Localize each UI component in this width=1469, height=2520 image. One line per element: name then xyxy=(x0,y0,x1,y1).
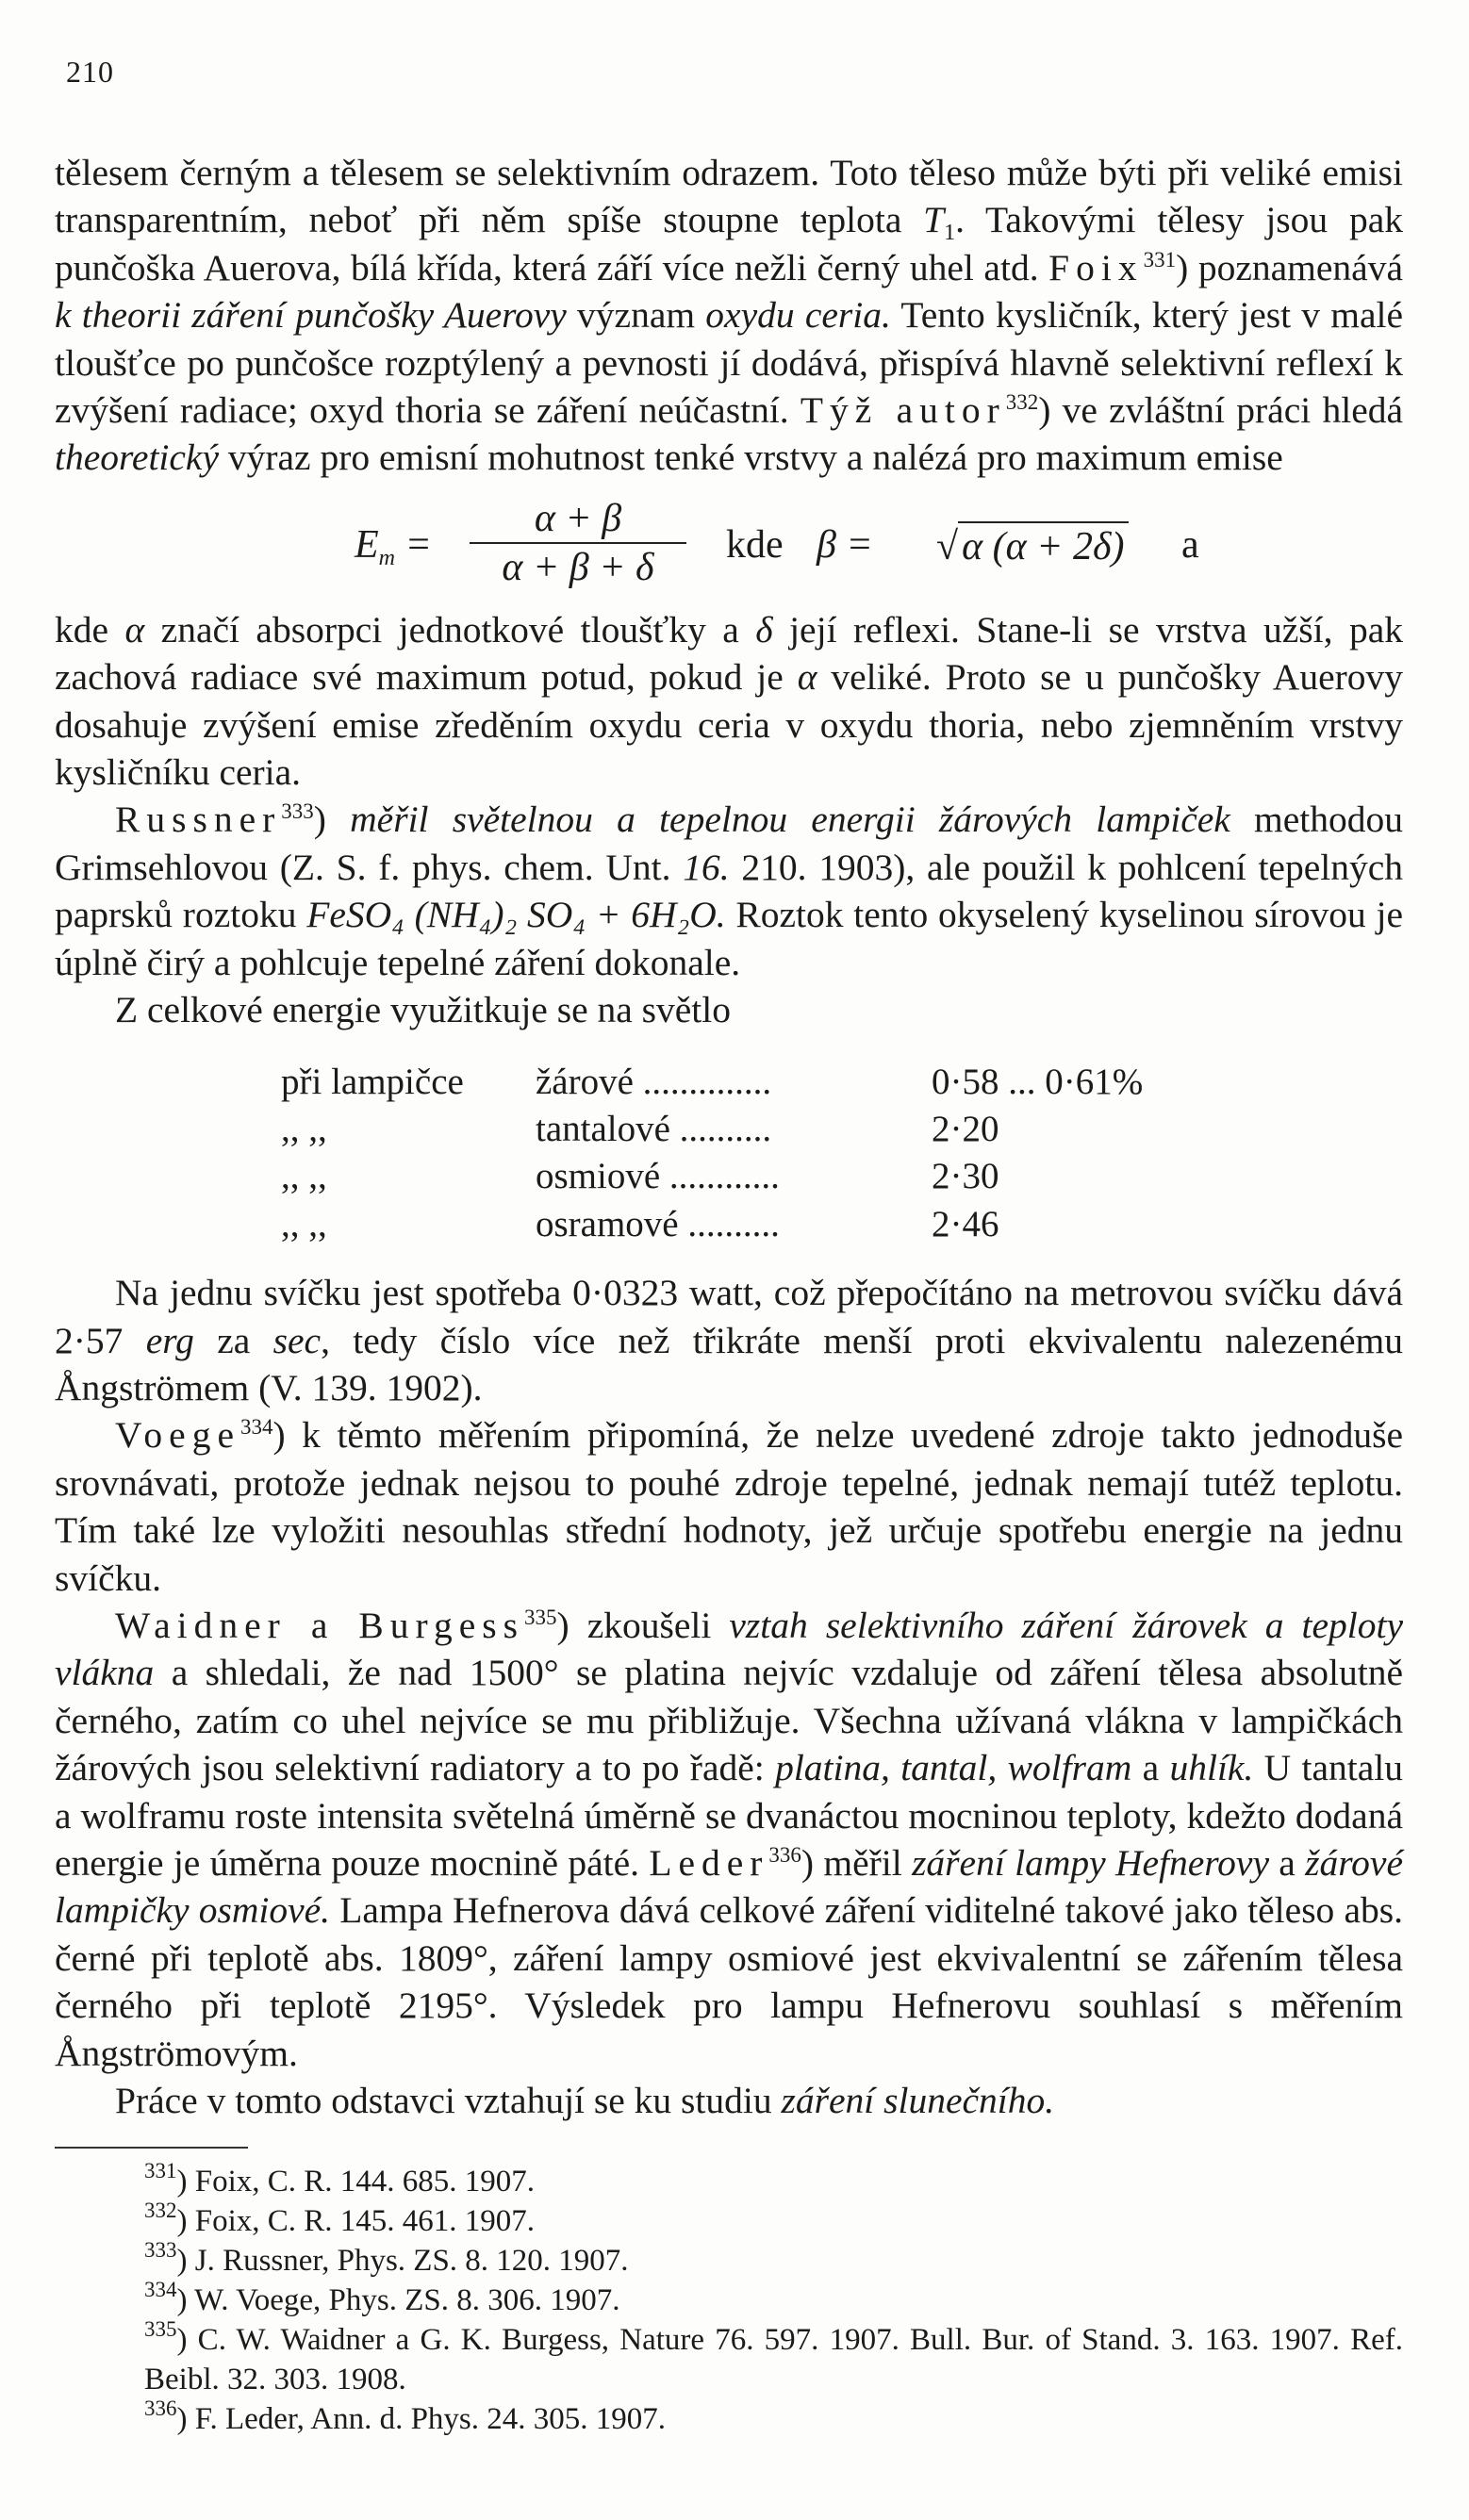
text-run: kde xyxy=(55,608,125,651)
table-row xyxy=(281,1106,1143,1153)
footnote-text: ) Foix, C. R. 144. 685. 1907. xyxy=(176,2165,536,2199)
fraction-denominator: α + β + δ xyxy=(502,545,654,589)
author-name: Foix xyxy=(1048,246,1144,288)
footnote-number: 331 xyxy=(144,2159,177,2183)
footnote-text: ) F. Leder, Ann. d. Phys. 24. 305. 1907. xyxy=(176,2402,667,2437)
sqrt-sign: √ xyxy=(936,524,959,568)
italic-title: záření lampy Hefnerovy xyxy=(912,1842,1269,1884)
table-cell-c3: 2·30 xyxy=(932,1156,999,1197)
formula-beta: β = xyxy=(817,522,873,567)
unit-sec: sec xyxy=(272,1319,322,1361)
footnote-ref: 336 xyxy=(768,1843,801,1867)
symbol-alpha: α xyxy=(797,656,817,699)
footnote-text: ) W. Voege, Phys. ZS. 8. 306. 1907. xyxy=(176,2283,620,2318)
radicand: α (α + 2δ) xyxy=(958,521,1128,570)
text-run: význam xyxy=(566,294,706,337)
footnote-number: 334 xyxy=(144,2278,177,2302)
footnote-number: 333 xyxy=(144,2238,177,2263)
formula-sub-m: m xyxy=(378,545,395,570)
text-run: . Takovými tělesy jsou pak punčoška Auerova, bílá křída, která září více nežli černý uhel atd. xyxy=(55,199,1403,288)
text-run: a xyxy=(1269,1842,1306,1884)
paragraph-4: Z celkové energie využitkuje se na světlo xyxy=(115,989,731,1031)
italic-title: oxydu ceria. xyxy=(705,294,891,337)
text-run: za xyxy=(193,1319,273,1361)
text-run: Práce v tomto odstavci vztahují se ku studiu xyxy=(115,2080,782,2122)
italic-title: vztah selektivního záření žárovek a teploty vlákna xyxy=(55,1604,1404,1694)
author-name: Waidner a Burgess xyxy=(115,1604,524,1646)
formula-lhs xyxy=(355,521,432,568)
table-cell-c2: žárové .............. xyxy=(536,1061,772,1102)
text-run: a shledali, že nad 1500° se platina nejvíc vzdaluje od záření tělesa absolutně černého, zatím co uhel nejvíce se mu přibližuje. Všechna užívaná vlákna v lampičkách žárových jsou selektivní radiatory a to po řadě: xyxy=(55,1652,1403,1789)
footnote-ref: 332 xyxy=(1005,390,1039,415)
chemical-formula: FeSO₄ (NH₄)₂ SO₄ + 6H₂O. xyxy=(306,894,726,936)
table-cell-c2: tantalové .......... xyxy=(536,1108,772,1149)
table-cell-c2: osramové .......... xyxy=(536,1203,780,1244)
footnote-ref: 331 xyxy=(1143,247,1177,272)
footnote-number: 335 xyxy=(144,2317,177,2342)
text-run: Lampa Hefnerova dává celkové záření viditelné takové jako těleso abs. černé při teplotě abs. 1809°, záření lampy osmiové jest ekvivalentní se zářením tělesa černého při teplotě 2195°. Výsledek pro lampu Hefnerovu souhlasí s měřením Ångströmovým. xyxy=(55,1889,1403,2074)
footnote xyxy=(55,2238,1403,2281)
table-cell-c1: při lampičce xyxy=(281,1061,464,1102)
italic-materials: platina, tantal, wolfram xyxy=(775,1747,1132,1789)
text-run: značí absorpci jednotkové tloušťky a xyxy=(144,608,756,651)
table-cell-c1: ,, ,, xyxy=(281,1156,327,1197)
footnote-number: 332 xyxy=(144,2199,177,2223)
text-run: U tantalu a wolframu roste intensita světelná úměrně se dvanáctou mocninou teploty, kdežto dodaná energie je úměrna pouze mocnině páté. xyxy=(55,1747,1403,1884)
table-cell-c1: ,, ,, xyxy=(281,1203,327,1244)
paragraph-8 xyxy=(55,2077,1403,2124)
text-run: Na jednu svíčku jest spotřeba 0·0323 watt, což přepočítáno na metrovou svíčku dává 2·57 xyxy=(55,1272,1403,1361)
text-run: Roztok tento okyselený kyselinou sírovou je úplně čirý a pohlcuje tepelné záření dokonale. xyxy=(55,894,1404,983)
formula-equals: = xyxy=(404,522,432,567)
text-run: methodou Grimsehlovou (Z. S. f. phys. chem. Unt. xyxy=(55,799,1404,888)
paragraph-1 xyxy=(55,149,1403,482)
symbol-delta: δ xyxy=(755,608,773,651)
text-run: ) měřil xyxy=(801,1842,913,1884)
footnote-text: ) J. Russner, Phys. ZS. 8. 120. 1907. xyxy=(176,2244,629,2279)
footnote xyxy=(55,2396,1403,2439)
body-text xyxy=(55,149,1403,2439)
footnote xyxy=(55,2159,1403,2201)
text-run: 210. 1903), ale použil k pohlcení tepelných paprsků roztoku xyxy=(55,846,1403,936)
table-cell-c3: 0·58 ... 0·61% xyxy=(932,1061,1144,1102)
paragraph-3 xyxy=(55,796,1403,986)
italic-title: záření slunečního. xyxy=(781,2080,1055,2122)
table-cell-c2: osmiové ............ xyxy=(536,1156,780,1197)
author-name: Týž autor xyxy=(800,389,1006,432)
footnote-divider xyxy=(55,2147,248,2149)
subscript: 1 xyxy=(944,221,956,246)
table-cell-c1: ,, ,, xyxy=(281,1108,327,1149)
italic-title: theoretický xyxy=(55,436,219,479)
text-run: tělesem černým a tělesem se selektivním odrazem. Toto těleso může býti při veliké emisi transparentním, neboť při něm spíše stoupne teplota xyxy=(55,152,1403,241)
paragraph-7 xyxy=(55,1602,1403,2077)
formula-e: E xyxy=(355,522,379,567)
italic-title: žárové lampičky osmiové. xyxy=(55,1842,1403,1932)
emission-formula xyxy=(55,482,1403,606)
text-run: , tedy číslo více než třikráte menší proti ekvivalentu nalezenému Ångströmem (V. 139. 1902). xyxy=(55,1319,1403,1408)
page-number: 210 xyxy=(66,55,114,89)
author-name: Russner xyxy=(115,799,282,841)
table-row xyxy=(281,1153,1143,1200)
text-run: ) zkoušeli xyxy=(556,1604,730,1646)
footnote xyxy=(55,2278,1403,2320)
footnote xyxy=(55,2317,1403,2399)
text-run: ) ve zvláštní práci hledá xyxy=(1038,389,1404,432)
symbol-alpha: α xyxy=(124,608,145,651)
footnote-text: ) Foix, C. R. 145. 461. 1907. xyxy=(176,2204,536,2239)
paragraph-2 xyxy=(55,606,1403,797)
text-run: výraz pro emisní mohutnost tenké vrstvy a nalézá pro maximum emise xyxy=(219,436,1283,479)
italic-title: měřil světelnou a tepelnou energii žárových lampiček xyxy=(350,799,1230,841)
footnote-text: ) C. W. Waidner a G. K. Burgess, Nature 76. 597. 1907. Bull. Bur. of Stand. 3. 163. 1907. Ref. Beibl. 32. 303. 1908. xyxy=(144,2323,1403,2397)
fraction-numerator: α + β xyxy=(534,496,622,540)
light-efficiency-table xyxy=(281,1059,1143,1249)
formula-sqrt xyxy=(936,521,1129,570)
author-name: Leder xyxy=(649,1842,769,1884)
text-run: ) k těmto měřením připomíná, že nelze uvedené zdroje takto jednoduše srovnávati, protože jednak nejsou to pouhé zdroje tepelné, jednak nemají tutéž teplotu. Tím také lze vyložiti nesouhlas střední hodnoty, jež určuje spotřebu energie na jednu svíčku. xyxy=(55,1414,1403,1599)
text-run: a xyxy=(1131,1747,1170,1789)
text-run: její reflexi. Stane-li se vrstva užší, pak zachová radiace své maximum potud, pokud je xyxy=(55,608,1403,699)
text-run: ) poznamenává xyxy=(1176,246,1403,288)
table-row xyxy=(281,1201,1143,1248)
table-cell-c3: 2·46 xyxy=(932,1203,999,1244)
footnote xyxy=(55,2201,1403,2241)
formula-a: a xyxy=(1181,522,1199,567)
footnotes xyxy=(55,2159,1403,2439)
formula-fraction xyxy=(470,495,686,591)
footnote-number: 336 xyxy=(144,2396,177,2421)
italic-materials: uhlík. xyxy=(1169,1747,1254,1789)
symbol-t: T xyxy=(923,199,945,241)
unit-erg: erg xyxy=(145,1319,194,1361)
paragraph-6 xyxy=(55,1411,1403,1602)
footnote-ref: 335 xyxy=(524,1605,557,1629)
footnote-ref: 333 xyxy=(281,799,314,824)
text-run: ) xyxy=(313,799,351,841)
paragraph-5 xyxy=(55,1269,1403,1411)
italic-title: k theorii záření punčošky Auerovy xyxy=(55,294,567,337)
footnote-ref: 334 xyxy=(240,1415,273,1440)
volume-number: 16. xyxy=(683,846,730,888)
author-name: Voege xyxy=(115,1414,240,1457)
table-row xyxy=(281,1059,1143,1106)
table-cell-c3: 2·20 xyxy=(932,1108,999,1149)
text-run: veliké. Proto se u punčošky Auerovy dosahuje zvýšení emise zředěním oxydu ceria v oxydu thoria, nebo zjemněním vrstvy kysličníku ceria. xyxy=(55,656,1404,794)
text-run: Tento kysličník, který jest v malé tloušťce po punčošce rozptýlený a pevnosti jí dodává, přispívá hlavně selektivní reflexí k zvýšení radiace; oxyd thoria se záření neúčastní. xyxy=(55,294,1403,432)
formula-kde: kde xyxy=(726,522,784,567)
